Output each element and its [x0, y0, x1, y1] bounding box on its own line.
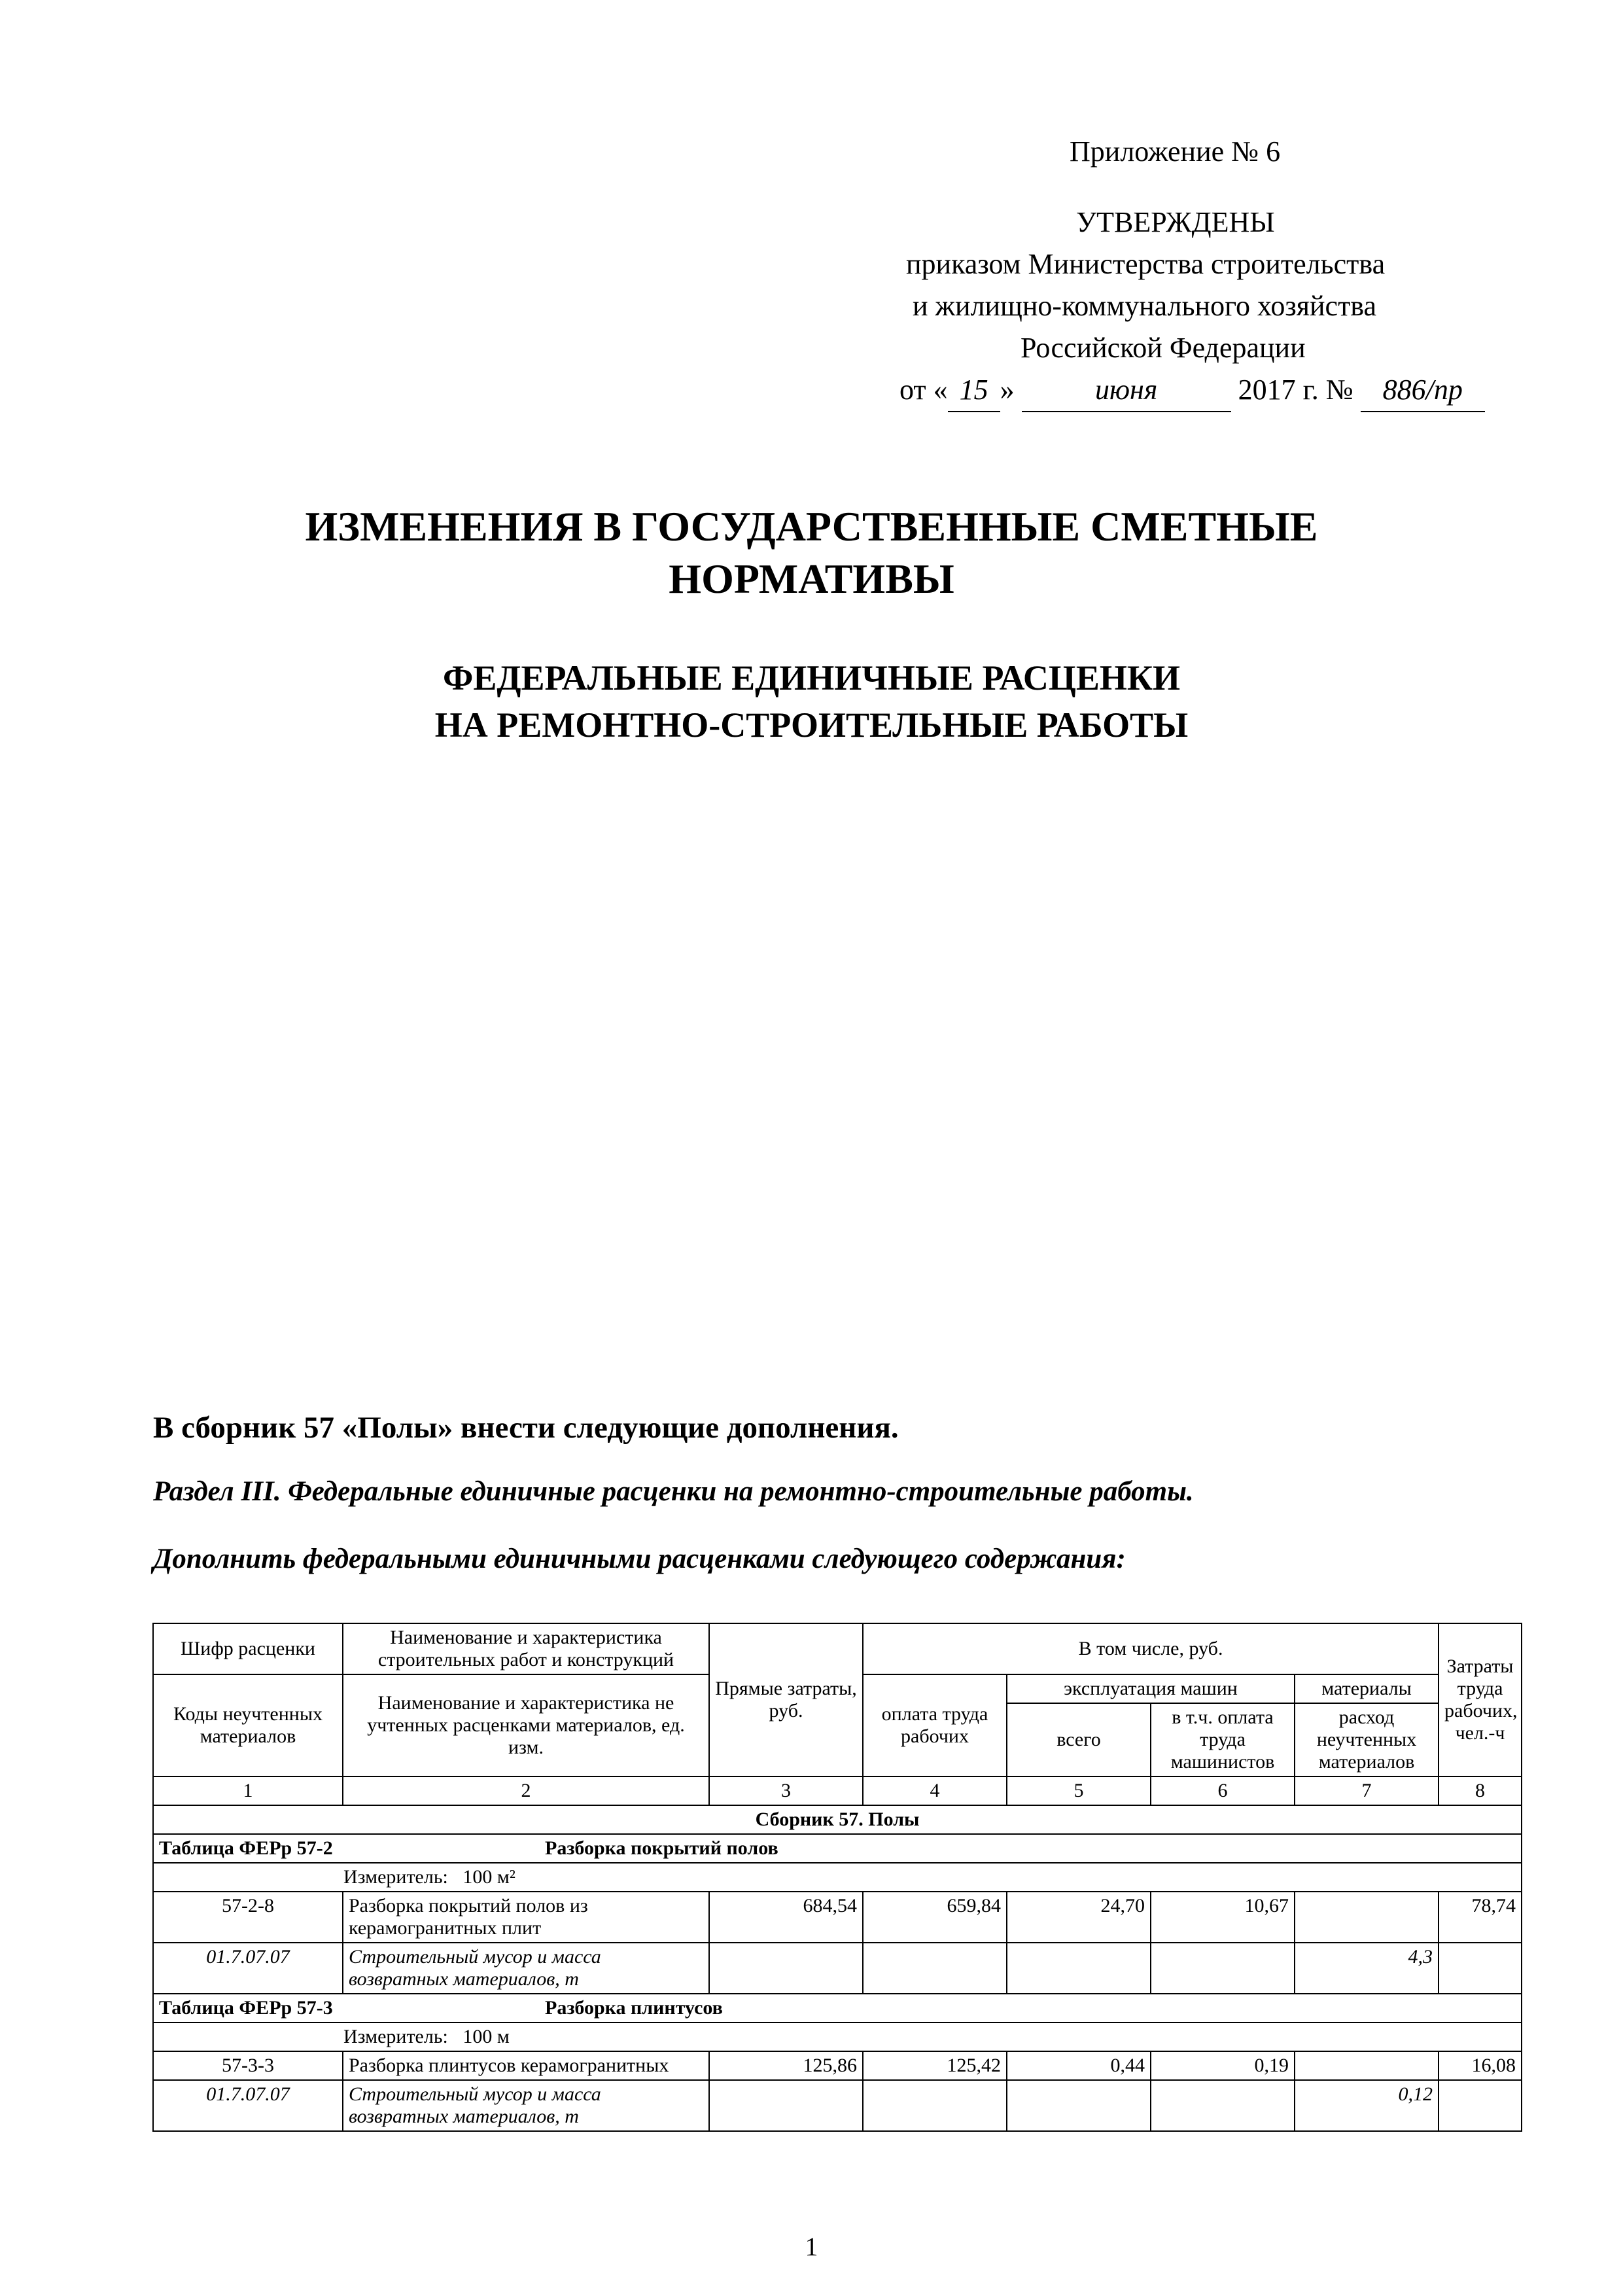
material-empty [1007, 2080, 1151, 2131]
order-number: 886/пр [1361, 369, 1485, 412]
date-mid: » [1000, 374, 1015, 406]
table-name: Разборка плинтусов [545, 1997, 723, 2019]
document-subtitle-line-1: ФЕДЕРАЛЬНЫЕ ЕДИНИЧНЫЕ РАСЦЕНКИ [442, 658, 1181, 698]
rate-workers-pay: 125,42 [863, 2051, 1007, 2080]
meter-value: 100 м [462, 2026, 510, 2047]
document-title-line-2: НОРМАТИВЫ [669, 556, 954, 602]
header-code: Шифр расценки [153, 1623, 343, 1674]
header-including: В том числе, руб. [863, 1623, 1439, 1674]
approved-label: УТВЕРЖДЕНЫ [1076, 206, 1275, 238]
rate-machinists-pay: 0,19 [1151, 2051, 1295, 2080]
col-number: 2 [343, 1776, 709, 1805]
meter-label: Измеритель: [343, 2026, 448, 2047]
material-empty [709, 1943, 863, 1994]
approval-line-1: приказом Министерства строительства [906, 248, 1386, 280]
material-name: Строительный мусор и масса возвратных материалов, т [343, 1943, 709, 1994]
page-number: 1 [805, 2232, 818, 2261]
header-materials: материалы [1295, 1674, 1439, 1703]
material-use: 0,12 [1295, 2080, 1439, 2131]
supplement-heading: Дополнить федеральными единичными расценками следующего содержания: [153, 1544, 1126, 1574]
rate-machines-total: 0,44 [1007, 2051, 1151, 2080]
header-machines: эксплуатация машин [1007, 1674, 1295, 1703]
approval-line-3: Российской Федерации [1021, 332, 1306, 364]
rate-labor: 78,74 [1439, 1892, 1522, 1943]
rate-materials-empty [1295, 2051, 1439, 2080]
rate-direct: 684,54 [709, 1892, 863, 1943]
table-code: Таблица ФЕРр 57-2 [159, 1837, 333, 1859]
header-direct: Прямые затраты, руб. [709, 1623, 863, 1776]
header-materials-use: расход неучтенных материалов [1295, 1703, 1439, 1776]
material-empty [1151, 2080, 1295, 2131]
rates-table [152, 1623, 1522, 2132]
header-name: Наименование и характеристика строительных работ и конструкций [343, 1623, 709, 1674]
meter-value: 100 м² [462, 1866, 515, 1888]
rate-direct: 125,86 [709, 2051, 863, 2080]
header-workers-pay: оплата труда рабочих [863, 1674, 1007, 1776]
date-month: июня [1022, 369, 1231, 412]
rate-code: 57-2-8 [153, 1892, 343, 1943]
rate-labor: 16,08 [1439, 2051, 1522, 2080]
collection-instruction: В сборник 57 «Полы» внести следующие дополнения. [153, 1411, 899, 1445]
material-empty [1151, 1943, 1295, 1994]
col-number: 7 [1295, 1776, 1439, 1805]
material-empty [1007, 1943, 1151, 1994]
col-number: 1 [153, 1776, 343, 1805]
collection-title: Сборник 57. Полы [153, 1805, 1522, 1834]
material-empty [863, 2080, 1007, 2131]
appendix-label: Приложение № 6 [1070, 135, 1281, 168]
date-prefix: от « [899, 374, 948, 406]
header-machinists-pay: в т.ч. оплата труда машинистов [1151, 1703, 1295, 1776]
meter-row [153, 1863, 1522, 1892]
rate-materials-empty [1295, 1892, 1439, 1943]
material-empty [863, 1943, 1007, 1994]
col-number: 4 [863, 1776, 1007, 1805]
table-name: Разборка покрытий полов [545, 1837, 778, 1859]
header-machines-total: всего [1007, 1703, 1151, 1776]
rate-workers-pay: 659,84 [863, 1892, 1007, 1943]
rate-machinists-pay: 10,67 [1151, 1892, 1295, 1943]
date-day: 15 [948, 369, 1000, 412]
table-code: Таблица ФЕРр 57-3 [159, 1997, 333, 2019]
col-number: 6 [1151, 1776, 1295, 1805]
meter-label: Измеритель: [343, 1866, 448, 1888]
rate-machines-total: 24,70 [1007, 1892, 1151, 1943]
approval-line-2: и жилищно-коммунального хозяйства [913, 290, 1377, 322]
material-name: Строительный мусор и масса возвратных материалов, т [343, 2080, 709, 2131]
rate-code: 57-3-3 [153, 2051, 343, 2080]
date-year: 2017 г. № [1238, 374, 1353, 406]
col-number: 8 [1439, 1776, 1522, 1805]
approval-date-line [899, 369, 1541, 412]
material-empty [1439, 2080, 1522, 2131]
material-row [153, 2080, 1522, 2131]
table-group-header [153, 1834, 1522, 1863]
approval-block [899, 131, 1541, 412]
header-unaccounted-codes: Коды неучтенных материалов [153, 1674, 343, 1776]
header-labor: Затраты труда рабочих, чел.-ч [1439, 1623, 1522, 1776]
meter-row [153, 2022, 1522, 2051]
material-empty [1439, 1943, 1522, 1994]
material-use: 4,3 [1295, 1943, 1439, 1994]
col-number: 3 [709, 1776, 863, 1805]
table-row [153, 1892, 1522, 1943]
rate-name: Разборка покрытий полов из керамогранитных плит [343, 1892, 709, 1943]
table-row [153, 2051, 1522, 2080]
document-subtitle-line-2: НА РЕМОНТНО-СТРОИТЕЛЬНЫЕ РАБОТЫ [434, 705, 1189, 745]
material-row [153, 1943, 1522, 1994]
column-number-row [153, 1776, 1522, 1805]
table-group-header [153, 1994, 1522, 2022]
header-unaccounted-name: Наименование и характеристика не учтенных расценками материалов, ед. изм. [343, 1674, 709, 1776]
material-empty [709, 2080, 863, 2131]
document-title-line-1: ИЗМЕНЕНИЯ В ГОСУДАРСТВЕННЫЕ СМЕТНЫЕ [305, 503, 1318, 550]
material-code: 01.7.07.07 [153, 2080, 343, 2131]
col-number: 5 [1007, 1776, 1151, 1805]
rate-name: Разборка плинтусов керамогранитных [343, 2051, 709, 2080]
section-heading: Раздел III. Федеральные единичные расценки на ремонтно-строительные работы. [153, 1476, 1194, 1507]
material-code: 01.7.07.07 [153, 1943, 343, 1994]
